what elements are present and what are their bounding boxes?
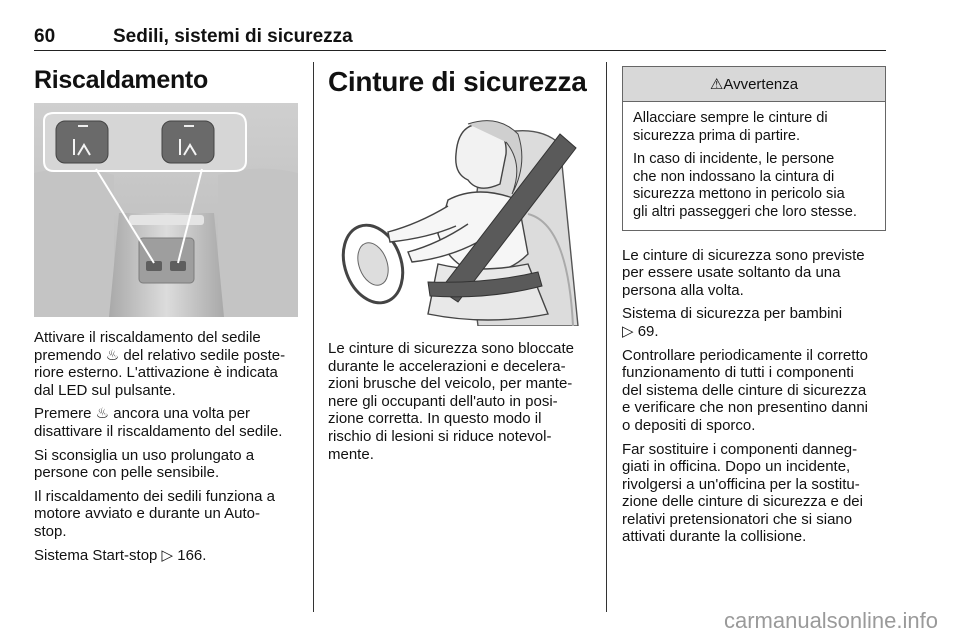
paragraph: In caso di incidente, le persone che non indossano la cintura di sicurezza mettono in pericolo sia gli altri passeggeri che loro stesse. xyxy=(633,151,857,220)
paragraph: Il riscaldamento dei sedili funziona a motore avviato e durante un Auto- stop. xyxy=(34,487,275,540)
seatbelt-illustration xyxy=(328,114,592,326)
column-warning xyxy=(622,60,886,552)
paragraph: Allacciare sempre le cinture di sicurezza prima di partire. xyxy=(633,110,828,144)
cross-reference[interactable]: Sistema di sicurezza per bambini ▷ 69. xyxy=(622,305,843,340)
column-divider xyxy=(606,62,607,612)
chapter-title: Sedili, sistemi di sicurezza xyxy=(113,26,353,47)
column-heating xyxy=(34,60,298,570)
warning-box xyxy=(622,66,886,231)
section-heading: Cinture di sicurezza xyxy=(328,66,587,97)
paragraph: Si sconsiglia un uso prolungato a persone con pelle sensibile. xyxy=(34,446,255,482)
column-divider xyxy=(313,62,314,612)
warning-title: ⚠Avvertenza xyxy=(623,67,885,102)
paragraph: Controllare periodicamente il corretto funzionamento di tutti i componenti del sistema delle cinture di sicurezza e verificare che non presentino danni o depositi di sporco. xyxy=(622,346,868,434)
paragraph: Le cinture di sicurezza sono bloccate durante le accelerazioni e decelera- zioni brusche del veicolo, per mante- nere gli occupanti dell'auto in posi- zione corretta. In questo modo il rischio di lesioni si riduce notevol- mente. xyxy=(328,340,574,463)
paragraph: Attivare il riscaldamento del sedile premendo ♨ del relativo sedile poste- riore esterno. L'attivazione è indicata dal LED sul pulsante. xyxy=(34,329,286,399)
cross-reference[interactable]: Sistema Start-stop ▷ 166. xyxy=(34,546,207,564)
page-number: 60 xyxy=(34,26,56,47)
paragraph: Far sostituire i componenti danneg- giati in officina. Dopo un incidente, rivolgersi a un'officina per la sostitu- zione delle cinture di sicurezza e dei relativi pretensionatori che si siano attivati durante la collisione. xyxy=(622,440,863,546)
section-heading: Riscaldamento xyxy=(34,66,208,94)
watermark: carmanualsonline.info xyxy=(723,608,938,633)
paragraph: Le cinture di sicurezza sono previste per essere usate soltanto da una persona alla volta. xyxy=(622,246,865,299)
seat-heating-illustration xyxy=(34,103,298,317)
page-header xyxy=(34,26,886,51)
column-seatbelts xyxy=(328,60,592,469)
paragraph: Premere ♨ ancora una volta per disattivare il riscaldamento del sedile. xyxy=(34,405,283,440)
